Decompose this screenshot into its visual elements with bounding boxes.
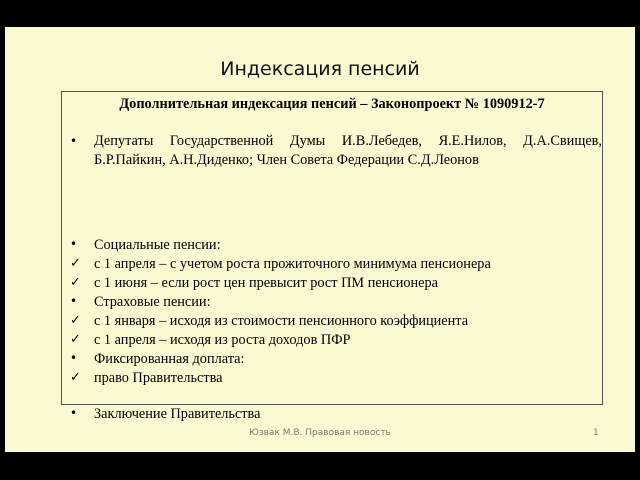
list-item-text: Страховые пенсии: [94,294,211,310]
list-item-text: право Правительства [94,370,223,386]
bullet-dot-icon: • [70,134,78,148]
checkmark-icon: ✓ [70,275,81,290]
bullet-dot-icon: • [70,294,78,308]
bullet-dot-icon: • [70,237,78,251]
list-item-text: с 1 апреля – исходя из роста доходов ПФР [94,332,351,348]
bullet-dot-icon: • [70,351,78,365]
list-item-text: с 1 июня – если рост цен превысит рост ПМ пенсионера [94,275,438,291]
checkmark-icon: ✓ [70,332,81,347]
list-item-text: с 1 января – исходя из стоимости пенсионного коэффициента [94,313,469,329]
slide-footer: Юзвак М.В. Правовая новость [249,428,391,438]
conclusion-text: Заключение Правительства [94,406,261,422]
content-box [61,91,603,422]
checkmark-icon: ✓ [70,370,81,385]
list-item-text: Фиксированная доплата: [94,351,245,367]
page-number: 1 [593,428,599,438]
bullet-dot-icon: • [70,406,78,420]
checkmark-icon: ✓ [70,256,81,271]
box-heading: Дополнительная индексация пенсий – Законопроект № 1090912-7 [119,96,545,112]
list-item-text: с 1 апреля – с учетом роста прожиточного минимума пенсионера [94,256,491,272]
deputies-text: Депутаты Государственной Думы И.В.Лебедев, Я.Е.Нилов, Д.А.Свищев, Б.Р.Пайкин, А.Н.Диденко; Член Совета Федерации С.Д.Леонов [94,133,602,168]
list-item-text: Социальные пенсии: [94,237,221,253]
checkmark-icon: ✓ [70,313,81,328]
slide-title: Индексация пенсий [220,58,420,80]
slide [5,27,635,452]
